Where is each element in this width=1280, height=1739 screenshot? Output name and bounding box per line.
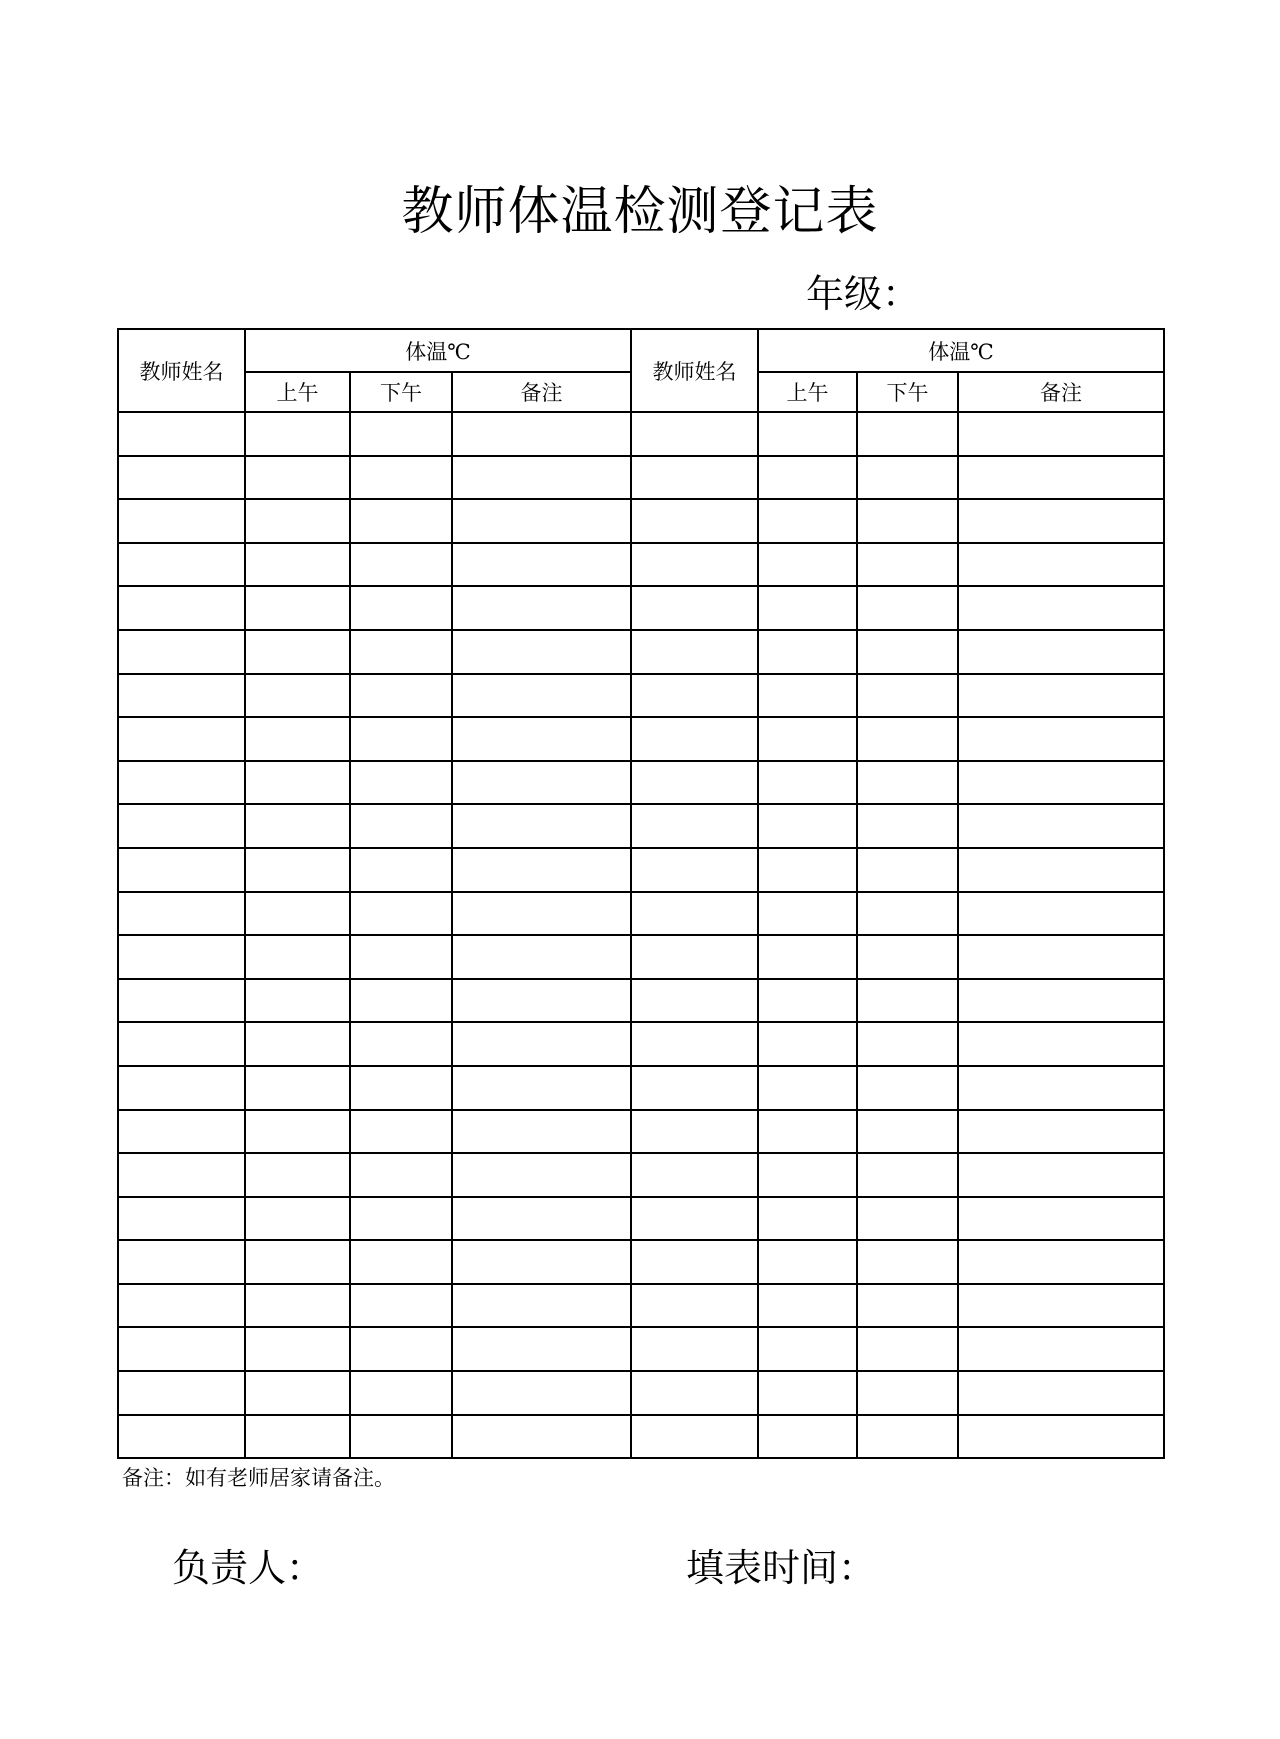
afternoon-cell-left[interactable]	[350, 1197, 452, 1241]
name-cell-left[interactable]	[118, 1284, 245, 1328]
name-cell-right[interactable]	[631, 1327, 758, 1371]
morning-cell-left[interactable]	[245, 761, 350, 805]
morning-cell-right[interactable]	[758, 543, 857, 587]
remark-cell-right[interactable]	[958, 1371, 1164, 1415]
remark-cell-right[interactable]	[958, 892, 1164, 936]
afternoon-cell-right[interactable]	[857, 761, 958, 805]
name-cell-left[interactable]	[118, 674, 245, 718]
afternoon-cell-left[interactable]	[350, 674, 452, 718]
name-cell-left[interactable]	[118, 1066, 245, 1110]
morning-cell-left[interactable]	[245, 717, 350, 761]
afternoon-cell-left[interactable]	[350, 892, 452, 936]
remark-cell-left[interactable]	[452, 1153, 631, 1197]
name-cell-right[interactable]	[631, 1240, 758, 1284]
remark-cell-right[interactable]	[958, 456, 1164, 500]
remark-cell-right[interactable]	[958, 1284, 1164, 1328]
table-row	[118, 674, 1164, 718]
remark-cell-left[interactable]	[452, 456, 631, 500]
afternoon-cell-left[interactable]	[350, 1240, 452, 1284]
remark-cell-right[interactable]	[958, 1022, 1164, 1066]
afternoon-cell-left[interactable]	[350, 630, 452, 674]
name-cell-left[interactable]	[118, 848, 245, 892]
fill-time-label: 填表时间：	[686, 1546, 877, 1590]
remark-cell-left[interactable]	[452, 1022, 631, 1066]
morning-cell-right[interactable]	[758, 630, 857, 674]
morning-cell-right[interactable]	[758, 804, 857, 848]
afternoon-cell-right[interactable]	[857, 1066, 958, 1110]
afternoon-cell-left[interactable]	[350, 717, 452, 761]
name-cell-left[interactable]	[118, 1371, 245, 1415]
table-row	[118, 412, 1164, 456]
remark-header-left: 备注	[452, 372, 631, 412]
remark-cell-left[interactable]	[452, 412, 631, 456]
name-cell-left[interactable]	[118, 456, 245, 500]
afternoon-cell-right[interactable]	[857, 848, 958, 892]
remark-cell-right[interactable]	[958, 848, 1164, 892]
name-cell-right[interactable]	[631, 1110, 758, 1154]
afternoon-cell-right[interactable]	[857, 1197, 958, 1241]
name-cell-left[interactable]	[118, 892, 245, 936]
name-cell-right[interactable]	[631, 1415, 758, 1459]
morning-cell-right[interactable]	[758, 717, 857, 761]
morning-cell-left[interactable]	[245, 1066, 350, 1110]
morning-cell-left[interactable]	[245, 804, 350, 848]
morning-cell-left[interactable]	[245, 892, 350, 936]
remark-cell-right[interactable]	[958, 1415, 1164, 1459]
morning-header-right: 上午	[758, 372, 857, 412]
remark-cell-left[interactable]	[452, 804, 631, 848]
remark-cell-right[interactable]	[958, 1327, 1164, 1371]
table-row	[118, 848, 1164, 892]
table-row	[118, 1197, 1164, 1241]
morning-cell-left[interactable]	[245, 1284, 350, 1328]
morning-cell-left[interactable]	[245, 630, 350, 674]
name-cell-left[interactable]	[118, 979, 245, 1023]
afternoon-cell-right[interactable]	[857, 1327, 958, 1371]
afternoon-cell-right[interactable]	[857, 674, 958, 718]
table-row	[118, 1240, 1164, 1284]
afternoon-cell-right[interactable]	[857, 630, 958, 674]
morning-cell-right[interactable]	[758, 935, 857, 979]
afternoon-cell-left[interactable]	[350, 1066, 452, 1110]
remark-cell-right[interactable]	[958, 761, 1164, 805]
name-cell-right[interactable]	[631, 412, 758, 456]
temp-header-left: 体温℃	[245, 329, 631, 372]
remark-cell-right[interactable]	[958, 935, 1164, 979]
header-row-top	[118, 329, 1164, 372]
name-cell-right[interactable]	[631, 717, 758, 761]
remark-cell-left[interactable]	[452, 1415, 631, 1459]
morning-cell-left[interactable]	[245, 543, 350, 587]
remark-header-right: 备注	[958, 372, 1164, 412]
morning-cell-left[interactable]	[245, 848, 350, 892]
afternoon-cell-right[interactable]	[857, 543, 958, 587]
morning-cell-left[interactable]	[245, 412, 350, 456]
remark-cell-left[interactable]	[452, 761, 631, 805]
table-row	[118, 1153, 1164, 1197]
remark-cell-right[interactable]	[958, 1066, 1164, 1110]
table-row	[118, 543, 1164, 587]
table-row	[118, 499, 1164, 543]
remark-cell-right[interactable]	[958, 499, 1164, 543]
name-cell-left[interactable]	[118, 630, 245, 674]
morning-cell-left[interactable]	[245, 456, 350, 500]
name-cell-right[interactable]	[631, 1153, 758, 1197]
morning-cell-right[interactable]	[758, 412, 857, 456]
name-cell-right[interactable]	[631, 543, 758, 587]
afternoon-cell-left[interactable]	[350, 499, 452, 543]
morning-cell-left[interactable]	[245, 1197, 350, 1241]
remark-cell-left[interactable]	[452, 717, 631, 761]
morning-cell-left[interactable]	[245, 674, 350, 718]
name-cell-left[interactable]	[118, 1153, 245, 1197]
table-row	[118, 761, 1164, 805]
name-cell-right[interactable]	[631, 892, 758, 936]
name-cell-left[interactable]	[118, 1110, 245, 1154]
remark-cell-right[interactable]	[958, 586, 1164, 630]
name-cell-right[interactable]	[631, 979, 758, 1023]
morning-cell-left[interactable]	[245, 1327, 350, 1371]
morning-cell-right[interactable]	[758, 979, 857, 1023]
temp-header-right: 体温℃	[758, 329, 1164, 372]
afternoon-cell-right[interactable]	[857, 935, 958, 979]
table-row	[118, 804, 1164, 848]
remark-cell-right[interactable]	[958, 630, 1164, 674]
afternoon-cell-right[interactable]	[857, 1240, 958, 1284]
name-cell-left[interactable]	[118, 1240, 245, 1284]
remark-cell-left[interactable]	[452, 543, 631, 587]
name-cell-left[interactable]	[118, 935, 245, 979]
page-title: 教师体温检测登记表	[401, 182, 879, 242]
morning-cell-right[interactable]	[758, 1371, 857, 1415]
remark-cell-left[interactable]	[452, 586, 631, 630]
afternoon-cell-left[interactable]	[350, 935, 452, 979]
remark-cell-left[interactable]	[452, 1371, 631, 1415]
remark-cell-right[interactable]	[958, 674, 1164, 718]
morning-cell-left[interactable]	[245, 979, 350, 1023]
table-row	[118, 1327, 1164, 1371]
remark-cell-right[interactable]	[958, 1240, 1164, 1284]
name-cell-right[interactable]	[631, 630, 758, 674]
name-cell-left[interactable]	[118, 1327, 245, 1371]
remark-cell-left[interactable]	[452, 1197, 631, 1241]
afternoon-cell-left[interactable]	[350, 1153, 452, 1197]
table-row	[118, 892, 1164, 936]
afternoon-cell-right[interactable]	[857, 499, 958, 543]
afternoon-cell-right[interactable]	[857, 804, 958, 848]
morning-cell-left[interactable]	[245, 499, 350, 543]
morning-cell-right[interactable]	[758, 1153, 857, 1197]
afternoon-cell-left[interactable]	[350, 1371, 452, 1415]
remark-cell-left[interactable]	[452, 979, 631, 1023]
table-row	[118, 1284, 1164, 1328]
name-cell-right[interactable]	[631, 674, 758, 718]
morning-cell-left[interactable]	[245, 1110, 350, 1154]
name-cell-right[interactable]	[631, 1066, 758, 1110]
afternoon-cell-left[interactable]	[350, 586, 452, 630]
name-cell-right[interactable]	[631, 935, 758, 979]
afternoon-cell-left[interactable]	[350, 412, 452, 456]
afternoon-cell-right[interactable]	[857, 1284, 958, 1328]
name-cell-left[interactable]	[118, 761, 245, 805]
afternoon-cell-left[interactable]	[350, 1110, 452, 1154]
name-cell-right[interactable]	[631, 456, 758, 500]
morning-cell-right[interactable]	[758, 586, 857, 630]
morning-cell-right[interactable]	[758, 848, 857, 892]
morning-cell-right[interactable]	[758, 1240, 857, 1284]
remark-cell-left[interactable]	[452, 892, 631, 936]
responsible-label: 负责人：	[172, 1546, 325, 1590]
morning-cell-right[interactable]	[758, 892, 857, 936]
footer-note: 备注：如有老师居家请备注。	[122, 1466, 395, 1490]
table-row	[118, 717, 1164, 761]
table-row	[118, 586, 1164, 630]
morning-cell-right[interactable]	[758, 499, 857, 543]
remark-cell-left[interactable]	[452, 848, 631, 892]
name-cell-right[interactable]	[631, 1197, 758, 1241]
name-cell-left[interactable]	[118, 1022, 245, 1066]
name-cell-left[interactable]	[118, 804, 245, 848]
name-cell-left[interactable]	[118, 499, 245, 543]
afternoon-header-left: 下午	[350, 372, 452, 412]
morning-cell-left[interactable]	[245, 935, 350, 979]
table-row	[118, 1110, 1164, 1154]
name-cell-right[interactable]	[631, 761, 758, 805]
remark-cell-left[interactable]	[452, 1066, 631, 1110]
name-cell-left[interactable]	[118, 1197, 245, 1241]
morning-cell-right[interactable]	[758, 1066, 857, 1110]
afternoon-cell-left[interactable]	[350, 1415, 452, 1459]
afternoon-cell-left[interactable]	[350, 1022, 452, 1066]
remark-cell-left[interactable]	[452, 1240, 631, 1284]
remark-cell-right[interactable]	[958, 804, 1164, 848]
afternoon-header-right: 下午	[857, 372, 958, 412]
afternoon-cell-right[interactable]	[857, 717, 958, 761]
name-cell-right[interactable]	[631, 1022, 758, 1066]
afternoon-cell-right[interactable]	[857, 456, 958, 500]
remark-cell-right[interactable]	[958, 543, 1164, 587]
remark-cell-left[interactable]	[452, 630, 631, 674]
remark-cell-left[interactable]	[452, 1327, 631, 1371]
afternoon-cell-left[interactable]	[350, 848, 452, 892]
name-cell-right[interactable]	[631, 586, 758, 630]
afternoon-cell-right[interactable]	[857, 892, 958, 936]
remark-cell-right[interactable]	[958, 412, 1164, 456]
afternoon-cell-left[interactable]	[350, 979, 452, 1023]
name-cell-right[interactable]	[631, 848, 758, 892]
morning-cell-left[interactable]	[245, 586, 350, 630]
remark-cell-left[interactable]	[452, 674, 631, 718]
remark-cell-right[interactable]	[958, 1110, 1164, 1154]
name-cell-right[interactable]	[631, 499, 758, 543]
remark-cell-right[interactable]	[958, 1197, 1164, 1241]
table-row	[118, 1371, 1164, 1415]
morning-header-left: 上午	[245, 372, 350, 412]
name-cell-right[interactable]	[631, 804, 758, 848]
afternoon-cell-left[interactable]	[350, 1284, 452, 1328]
morning-cell-right[interactable]	[758, 674, 857, 718]
table-row	[118, 1022, 1164, 1066]
name-cell-left[interactable]	[118, 412, 245, 456]
afternoon-cell-right[interactable]	[857, 1153, 958, 1197]
morning-cell-right[interactable]	[758, 1284, 857, 1328]
morning-cell-left[interactable]	[245, 1240, 350, 1284]
morning-cell-left[interactable]	[245, 1022, 350, 1066]
remark-cell-left[interactable]	[452, 935, 631, 979]
name-cell-left[interactable]	[118, 717, 245, 761]
morning-cell-left[interactable]	[245, 1371, 350, 1415]
afternoon-cell-left[interactable]	[350, 456, 452, 500]
morning-cell-right[interactable]	[758, 1327, 857, 1371]
afternoon-cell-right[interactable]	[857, 412, 958, 456]
morning-cell-right[interactable]	[758, 761, 857, 805]
afternoon-cell-left[interactable]	[350, 804, 452, 848]
morning-cell-right[interactable]	[758, 1022, 857, 1066]
afternoon-cell-right[interactable]	[857, 1371, 958, 1415]
remark-cell-right[interactable]	[958, 979, 1164, 1023]
remark-cell-left[interactable]	[452, 1284, 631, 1328]
remark-cell-right[interactable]	[958, 1153, 1164, 1197]
name-cell-left[interactable]	[118, 543, 245, 587]
morning-cell-right[interactable]	[758, 1197, 857, 1241]
name-cell-left[interactable]	[118, 1415, 245, 1459]
table-row	[118, 456, 1164, 500]
table-row	[118, 935, 1164, 979]
morning-cell-left[interactable]	[245, 1153, 350, 1197]
name-cell-right[interactable]	[631, 1284, 758, 1328]
morning-cell-left[interactable]	[245, 1415, 350, 1459]
table-body	[118, 412, 1164, 1458]
name-header-right: 教师姓名	[631, 329, 758, 412]
afternoon-cell-right[interactable]	[857, 1022, 958, 1066]
remark-cell-left[interactable]	[452, 499, 631, 543]
afternoon-cell-left[interactable]	[350, 1327, 452, 1371]
name-cell-left[interactable]	[118, 586, 245, 630]
morning-cell-right[interactable]	[758, 456, 857, 500]
table-row	[118, 1415, 1164, 1459]
morning-cell-right[interactable]	[758, 1415, 857, 1459]
morning-cell-right[interactable]	[758, 1110, 857, 1154]
afternoon-cell-left[interactable]	[350, 761, 452, 805]
afternoon-cell-right[interactable]	[857, 1415, 958, 1459]
table-row	[118, 979, 1164, 1023]
remark-cell-right[interactable]	[958, 717, 1164, 761]
grade-label: 年级：	[806, 272, 921, 316]
afternoon-cell-right[interactable]	[857, 979, 958, 1023]
table-row	[118, 1066, 1164, 1110]
afternoon-cell-right[interactable]	[857, 586, 958, 630]
table-row	[118, 630, 1164, 674]
temperature-table	[117, 328, 1165, 1459]
afternoon-cell-right[interactable]	[857, 1110, 958, 1154]
afternoon-cell-left[interactable]	[350, 543, 452, 587]
name-cell-right[interactable]	[631, 1371, 758, 1415]
name-header-left: 教师姓名	[118, 329, 245, 412]
remark-cell-left[interactable]	[452, 1110, 631, 1154]
